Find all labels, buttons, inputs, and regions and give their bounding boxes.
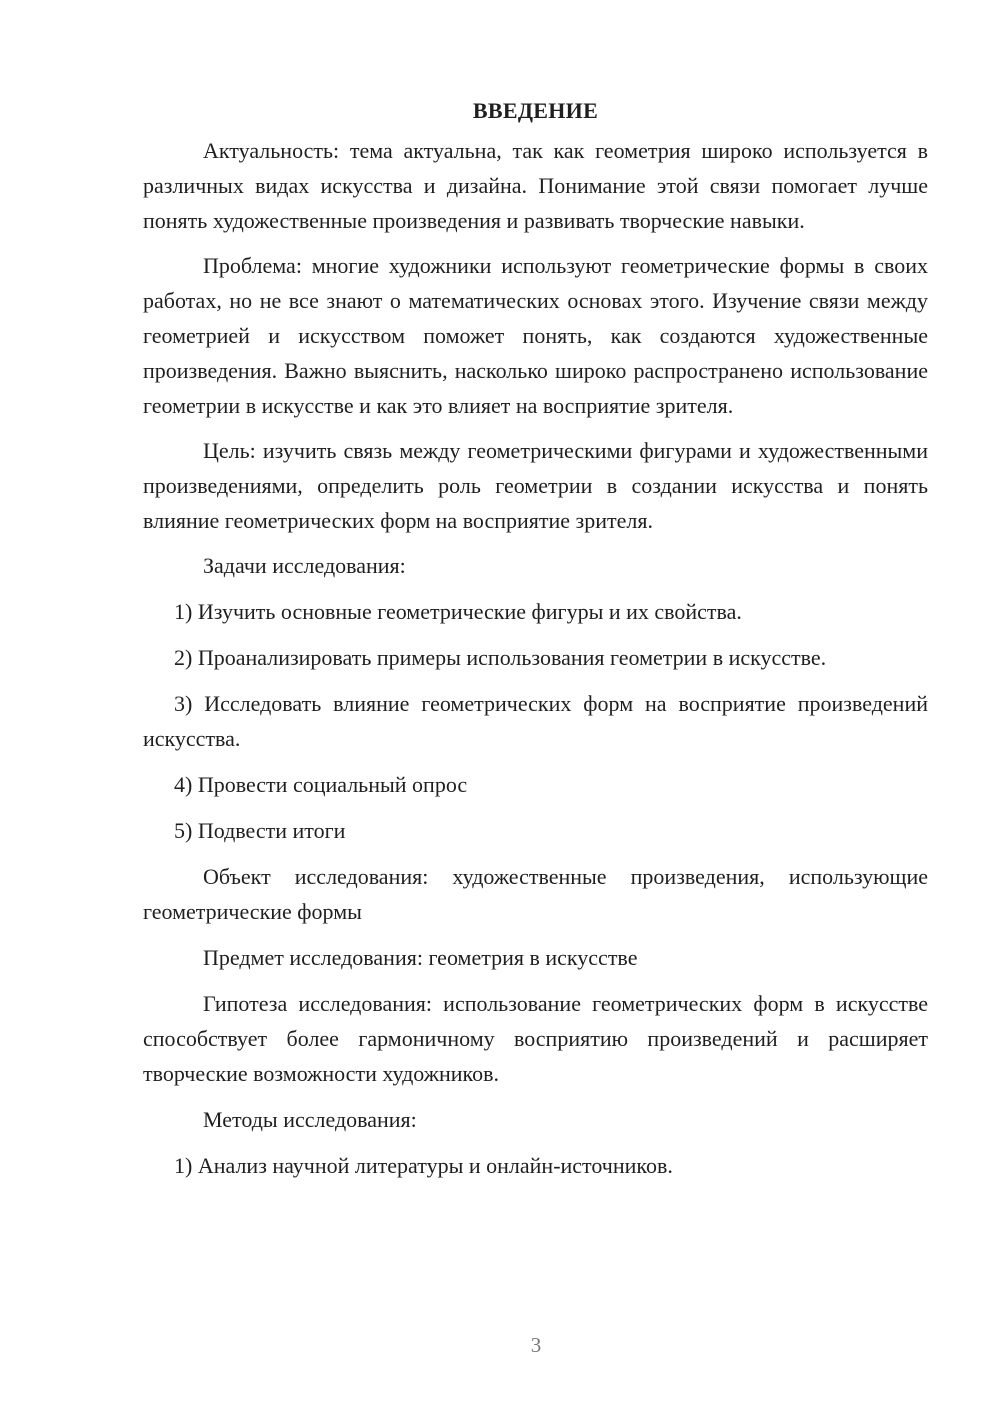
page-number: 3 xyxy=(530,1333,542,1357)
goal-paragraph: Цель: изучить связь между геометрическими фигурами и художественными произведениями, определить роль геометрии в создании искусства и понять влияние геометрических форм на восприятие зрителя. xyxy=(143,438,928,533)
methods-heading: Методы исследования: xyxy=(203,1107,417,1132)
subject-paragraph: Предмет исследования: геометрия в искусстве xyxy=(203,945,638,970)
task-item: 1) Изучить основные геометрические фигуры и их свойства. xyxy=(174,599,742,624)
document-page xyxy=(143,96,928,1183)
task-item: 4) Провести социальный опрос xyxy=(174,772,468,797)
task-item: 5) Подвести итоги xyxy=(174,818,346,843)
object-paragraph: Объект исследования: художественные произведения, использующие геометрические формы xyxy=(143,864,928,924)
method-item: 1) Анализ научной литературы и онлайн-источников. xyxy=(174,1153,673,1178)
tasks-heading: Задачи исследования: xyxy=(203,553,406,578)
section-title: ВВЕДЕНИЕ xyxy=(472,98,599,123)
relevance-paragraph: Актуальность: тема актуальна, так как геометрия широко используется в различных видах искусства и дизайна. Понимание этой связи помогает лучше понять художественные произведения и развивать творческие навыки. xyxy=(143,138,928,233)
task-item: 2) Проанализировать примеры использования геометрии в искусстве. xyxy=(174,645,827,670)
task-item: 3) Исследовать влияние геометрических форм на восприятие произведений искусства. xyxy=(143,691,928,751)
hypothesis-paragraph: Гипотеза исследования: использование геометрических форм в искусстве способствует более гармоничному восприятию произведений и расширяет творческие возможности художников. xyxy=(143,991,928,1086)
problem-paragraph: Проблема: многие художники используют геометрические формы в своих работах, но не все знают о математических основах этого. Изучение связи между геометрией и искусством поможет понять, как создаются художественные произведения. Важно выяснить, насколько широко распространено использование геометрии в искусстве и как это влияет на восприятие зрителя. xyxy=(143,253,928,418)
